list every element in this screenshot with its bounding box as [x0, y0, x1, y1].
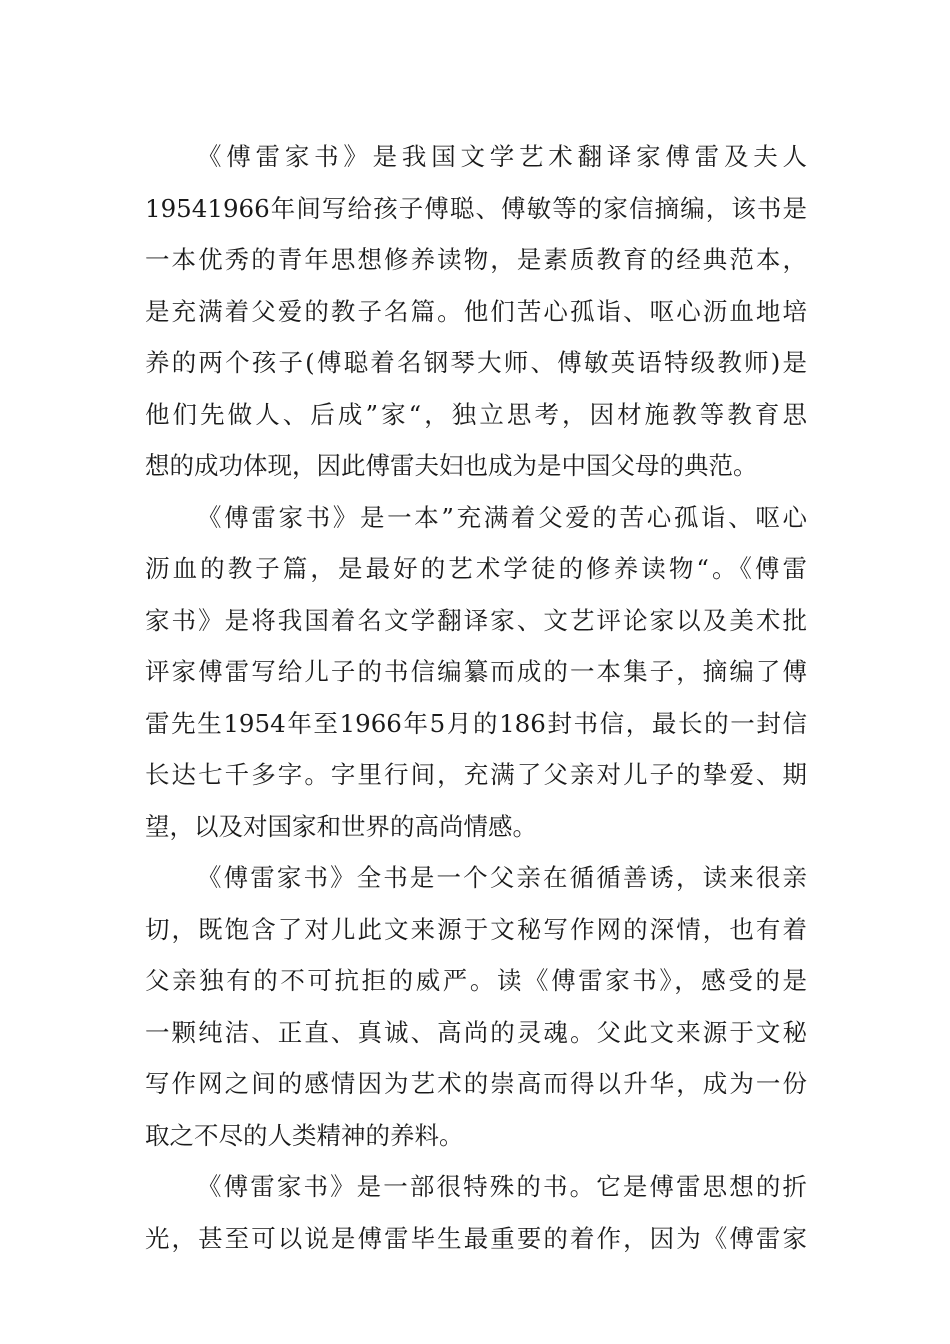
text-line: 长达七千多字。字里行间，充满了父亲对儿子的挚爱、期 [145, 760, 807, 789]
text-line: 取之不尽的人类精神的养料。 [145, 1120, 464, 1150]
paragraph-4 [145, 1161, 807, 1264]
text-line: 雷先生1954年至1966年5月的186封书信，最长的一封信 [145, 708, 807, 738]
text-line: 是充满着父爱的教子名篇。他们苦心孤诣、呕心沥血地培 [145, 296, 807, 326]
text-line: 《傅雷家书》是一本”充满着父爱的苦心孤诣、呕心 [197, 502, 807, 532]
text-line: 一本优秀的青年思想修养读物，是素质教育的经典范本， [145, 245, 807, 274]
text-line: 《傅雷家书》是我国文学艺术翻译家傅雷及夫人 [197, 142, 807, 171]
text-line: 《傅雷家书》是一部很特殊的书。它是傅雷思想的折 [197, 1172, 807, 1201]
text-line: 《傅雷家书》全书是一个父亲在循循善诱，读来很亲 [197, 863, 807, 892]
text-line: 光，甚至可以说是傅雷毕生最重要的着作，因为《傅雷家 [145, 1223, 807, 1253]
text-line: 望，以及对国家和世界的高尚情感。 [145, 811, 537, 841]
text-line: 父亲独有的不可抗拒的威严。读《傅雷家书》，感受的是 [145, 966, 807, 995]
paragraph-3 [145, 852, 807, 1161]
text-line: 一颗纯洁、正直、真诚、高尚的灵魂。父此文来源于文秘 [145, 1017, 807, 1047]
text-line: 他们先做人、后成”家“，独立思考，因材施教等教育思 [145, 399, 807, 429]
paragraph-2 [145, 492, 807, 853]
document-body [145, 131, 807, 1264]
paragraph-1 [145, 131, 807, 492]
text-line: 写作网之间的感情因为艺术的崇高而得以升华，成为一份 [145, 1069, 807, 1098]
text-line: 想的成功体现，因此傅雷夫妇也成为是中国父母的典范。 [145, 451, 758, 480]
text-line: 切，既饱含了对儿此文来源于文秘写作网的深情，也有着 [145, 914, 807, 944]
text-line: 家书》是将我国着名文学翻译家、文艺评论家以及美术批 [145, 605, 807, 635]
text-line: 沥血的教子篇，是最好的艺术学徒的修养读物“。《傅雷 [145, 554, 807, 583]
text-line: 评家傅雷写给儿子的书信编纂而成的一本集子，摘编了傅 [145, 657, 807, 686]
text-line: 19541966年间写给孩子傅聪、傅敏等的家信摘编，该书是 [145, 193, 807, 223]
text-line: 养的两个孩子(傅聪着名钢琴大师、傅敏英语特级教师)是 [145, 348, 807, 377]
